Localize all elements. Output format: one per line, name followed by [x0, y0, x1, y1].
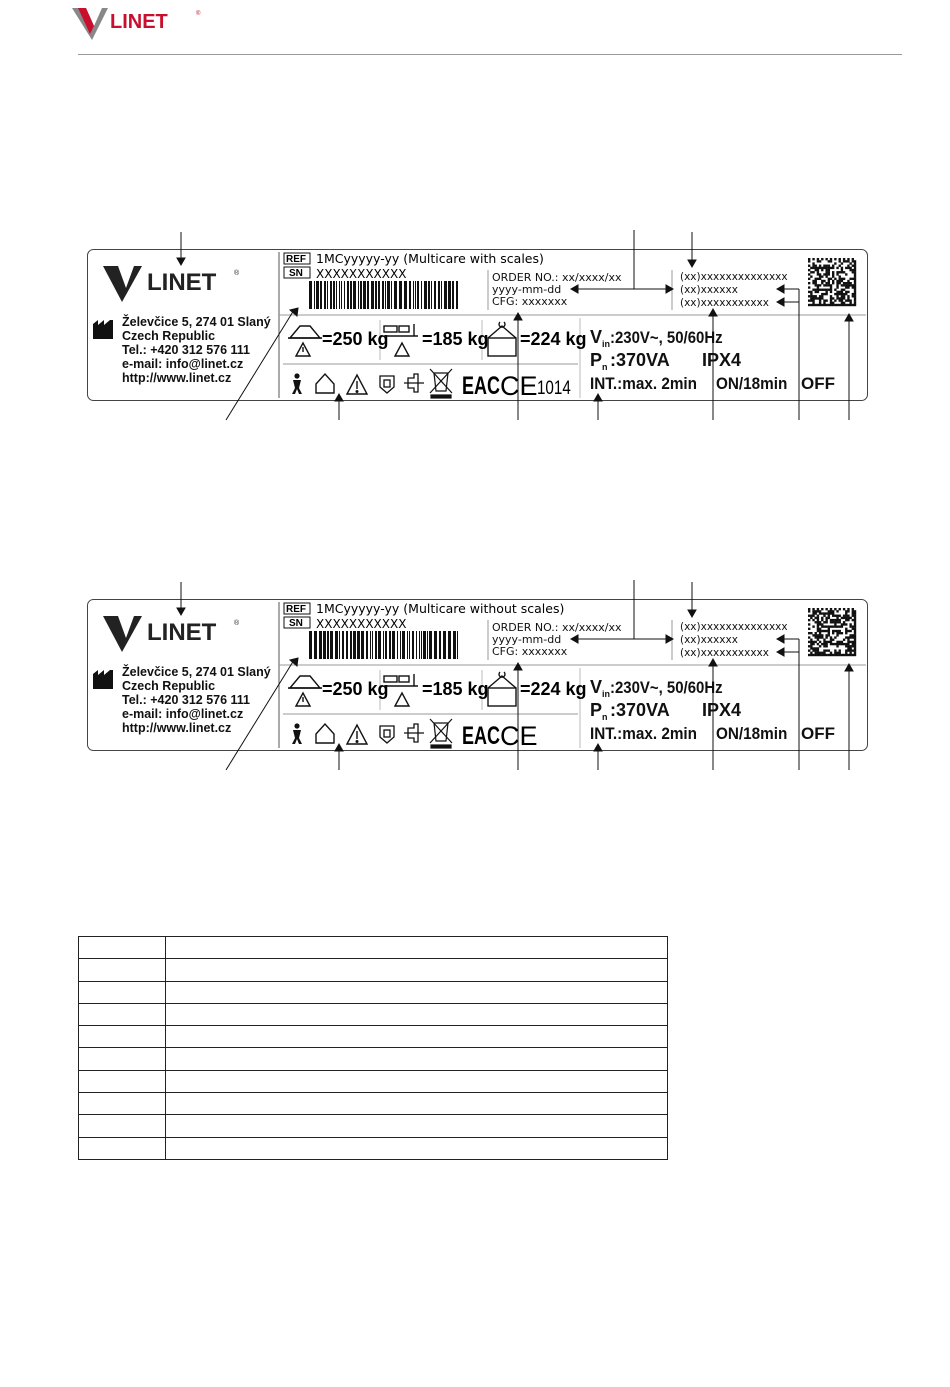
table-row [79, 1137, 668, 1159]
ip-rating: IPX4 [702, 700, 742, 720]
linet-logo [70, 2, 210, 42]
label-svg [0, 230, 950, 440]
order-number: ORDER NO.: xx/xxxx/xx [492, 621, 622, 634]
eac-mark: EAC [462, 371, 500, 400]
eac-mark: EAC [462, 721, 500, 750]
table-cell-description [166, 1003, 668, 1025]
ip-rating: IPX4 [702, 350, 742, 370]
logo-wordmark: LINET [110, 11, 168, 33]
svg-text:LINET: LINET [147, 619, 217, 646]
svg-text:®: ® [234, 270, 240, 277]
table-cell-description [166, 1093, 668, 1115]
table-row [79, 937, 668, 959]
sn-barcode [309, 281, 458, 309]
table-cell-key [79, 1026, 166, 1048]
sn-value: XXXXXXXXXXX [316, 617, 407, 631]
udi-line-3: (xx)xxxxxxxxxxx [680, 647, 769, 659]
table-cell-description [166, 981, 668, 1003]
total-weight-value: =224 kg [520, 679, 587, 699]
intermittent-c: OFF [801, 724, 835, 743]
sn-tag: SN [289, 618, 303, 629]
table-cell-description [166, 1026, 668, 1048]
udi-line-1: (xx)xxxxxxxxxxxxxx [680, 621, 788, 633]
max-load-value: =250 kg [322, 679, 389, 699]
total-weight-value: =224 kg [520, 329, 587, 349]
table-cell-key [79, 1003, 166, 1025]
udi-line-1: (xx)xxxxxxxxxxxxxx [680, 271, 788, 283]
table-row [79, 1003, 668, 1025]
address-line-3: Tel.: +420 312 576 111 [122, 343, 251, 357]
legend-table [78, 936, 668, 1160]
udi-line-2: (xx)xxxxxx [680, 634, 738, 646]
udi-line-3: (xx)xxxxxxxxxxx [680, 297, 769, 309]
address-line-5: http://www.linet.cz [122, 721, 232, 735]
table-cell-key [79, 937, 166, 959]
table-cell-key [79, 1070, 166, 1092]
table-cell-description [166, 937, 668, 959]
header-rule [78, 54, 902, 55]
power-value: :370VA [610, 700, 670, 720]
svg-text:LINET: LINET [147, 269, 217, 296]
voltage-sub: in [602, 339, 610, 349]
table-row [79, 959, 668, 981]
voltage-value: :230V~, 50/60Hz [610, 679, 723, 698]
table-row [79, 1093, 668, 1115]
table-cell-description [166, 1137, 668, 1159]
ref-value: 1MCyyyyy-yy (Multicare with scales) [316, 251, 544, 266]
configuration: CFG: xxxxxxx [492, 295, 568, 308]
table-cell-key [79, 1115, 166, 1137]
intermittent-b: ON/18min [716, 724, 788, 744]
table-cell-description [166, 1070, 668, 1092]
table-row [79, 1115, 668, 1137]
label-svg [0, 580, 950, 790]
power-sub: n [602, 712, 608, 722]
patient-weight-value: =185 kg [422, 329, 489, 349]
table-row [79, 1026, 668, 1048]
address-line-3: Tel.: +420 312 576 111 [122, 693, 251, 707]
max-load-value: =250 kg [322, 329, 389, 349]
configuration: CFG: xxxxxxx [492, 645, 568, 658]
address-line-4: e-mail: info@linet.cz [122, 707, 244, 721]
address-line-5: http://www.linet.cz [122, 371, 232, 385]
svg-text:®: ® [196, 11, 201, 17]
voltage-prefix: V [590, 677, 603, 697]
intermittent-a: INT.:max. 2min [590, 374, 698, 394]
voltage-value: :230V~, 50/60Hz [610, 329, 723, 348]
power-prefix: P [590, 700, 603, 720]
table-row [79, 1070, 668, 1092]
power-prefix: P [590, 350, 603, 370]
table-cell-key [79, 959, 166, 981]
sn-barcode [309, 631, 458, 659]
svg-text:®: ® [234, 620, 240, 627]
ce-mark: CE [500, 721, 538, 751]
address-line-4: e-mail: info@linet.cz [122, 357, 244, 371]
order-number: ORDER NO.: xx/xxxx/xx [492, 271, 622, 284]
table-cell-key [79, 1093, 166, 1115]
ref-value: 1MCyyyyy-yy (Multicare without scales) [316, 601, 565, 616]
label-diagram-without-scales [0, 580, 950, 790]
label-diagram-with-scales [0, 230, 950, 440]
sn-tag: SN [289, 268, 303, 279]
table-cell-key [79, 981, 166, 1003]
intermittent-b: ON/18min [716, 374, 788, 394]
address-line-2: Czech Republic [122, 329, 216, 343]
patient-weight-value: =185 kg [422, 679, 489, 699]
table-cell-description [166, 1048, 668, 1070]
page-header [0, 0, 950, 60]
manufacture-date: yyyy-mm-dd [492, 283, 562, 296]
voltage-sub: in [602, 689, 610, 699]
power-value: :370VA [610, 350, 670, 370]
intermittent-c: OFF [801, 374, 835, 393]
manufacture-date: yyyy-mm-dd [492, 633, 562, 646]
manufacturer-icon [93, 320, 113, 339]
datamatrix-code [808, 258, 856, 306]
table-cell-key [79, 1137, 166, 1159]
power-sub: n [602, 362, 608, 372]
address-line-1: Želevčice 5, 274 01 Slaný [122, 315, 271, 329]
table-cell-description [166, 1115, 668, 1137]
table-cell-description [166, 959, 668, 981]
ref-tag: REF [286, 604, 306, 615]
table-row [79, 981, 668, 1003]
voltage-prefix: V [590, 327, 603, 347]
intermittent-a: INT.:max. 2min [590, 724, 698, 744]
address-line-1: Želevčice 5, 274 01 Slaný [122, 665, 271, 679]
address-line-2: Czech Republic [122, 679, 216, 693]
table-row [79, 1048, 668, 1070]
udi-line-2: (xx)xxxxxx [680, 284, 738, 296]
ref-tag: REF [286, 254, 306, 265]
notified-body-number: 1014 [537, 376, 571, 399]
sn-value: XXXXXXXXXXX [316, 267, 407, 281]
ce-mark: CE [500, 371, 538, 401]
table-cell-key [79, 1048, 166, 1070]
manufacturer-icon [93, 670, 113, 689]
